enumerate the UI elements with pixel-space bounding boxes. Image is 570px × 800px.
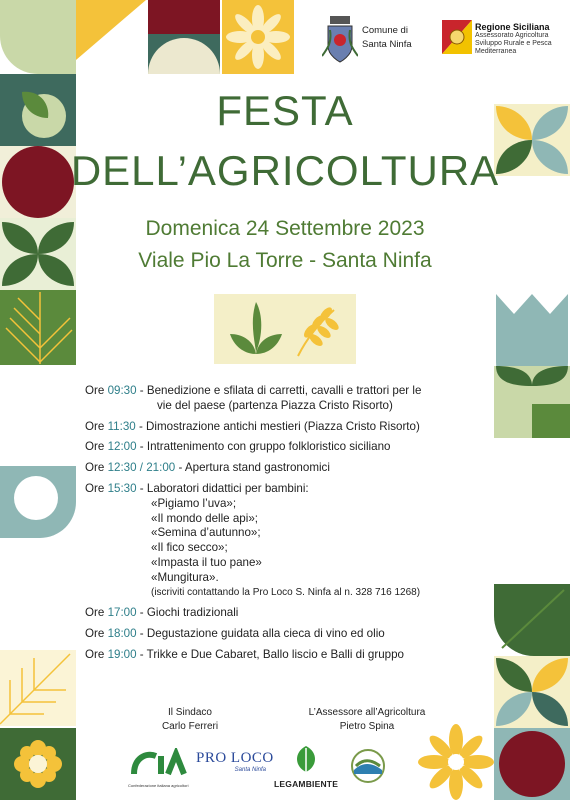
lab-item: «Pigiamo l’uva»;	[151, 496, 237, 510]
cia-caption: Confederazione italiana agricoltori	[128, 783, 189, 788]
schedule-item: Ore 12:30 / 21:00 - Apertura stand gastronomici	[85, 461, 330, 475]
signature-mayor	[150, 706, 230, 734]
schedule-item: Ore 12:00 - Intrattenimento con gruppo folkloristico siciliano	[85, 440, 391, 454]
schedule-time: 12:30 / 21:00	[107, 461, 176, 475]
cia-logo-icon	[128, 748, 188, 778]
proloco-name: PRO LOCO	[196, 750, 274, 766]
schedule-time: 19:00	[107, 647, 137, 661]
title-line1: FESTA	[216, 87, 354, 134]
schedule-time: 12:00	[107, 440, 137, 454]
comune-crest-icon	[322, 16, 358, 64]
legambiente-icon	[292, 744, 320, 774]
lab-item: «Semina d’autunno»;	[151, 526, 261, 540]
schedule-time: 11:30	[107, 419, 136, 433]
assessore-name: Pietro Spina	[339, 721, 395, 732]
legambiente-logo	[274, 744, 338, 792]
lab-item: «Impasta il tuo pane»	[151, 555, 262, 569]
schedule-item: Ore 11:30 - Dimostrazione antichi mestieri (Piazza Cristo Risorto)	[85, 419, 420, 433]
comune-line1: Comune di	[362, 25, 408, 36]
schedule-time: 17:00	[107, 606, 137, 620]
legambiente-name: LEGAMBIENTE	[274, 779, 339, 789]
schedule-item-cont: vie del paese (partenza Piazza Cristo Risorto)	[157, 398, 393, 412]
mayor-role: Il Sindaco	[168, 707, 212, 718]
regione-line1: Regione Siciliana	[475, 22, 550, 32]
regione-line3: Sviluppo Rurale e Pesca	[475, 40, 552, 47]
lab-note: (iscriviti contattando la Pro Loco S. Ninfa al n. 328 716 1268)	[151, 586, 421, 598]
schedule-item: Ore 19:00 - Trikke e Due Cabaret, Ballo liscio e Balli di gruppo	[85, 647, 405, 661]
cia-logo	[128, 748, 188, 792]
schedule-item: Ore 17:00 - Giochi tradizionali	[85, 606, 239, 620]
decor-yellow-triangle	[76, 0, 146, 60]
lab-item: «Il mondo delle api»;	[151, 511, 258, 525]
decor-stripes-tile	[0, 290, 76, 365]
comune-line2: Santa Ninfa	[362, 39, 412, 50]
schedule-time: 15:30	[107, 481, 137, 495]
proloco-logo	[196, 750, 274, 780]
schedule-item: Ore 15:30 - Laboratori didattici per bambini: «Pigiamo l’uva»; «Il mondo delle api»; «Semina d’autunno»; «Il fico secco»; «Impasta il tuo pane» «Mungitura». (iscriviti contattando la Pro Loco S. Ninfa al n. 328 716 1268)	[85, 482, 485, 600]
lab-item: «Il fico secco»;	[151, 541, 228, 555]
decor-right-bottom	[494, 584, 570, 800]
round-badge-logo	[350, 748, 386, 784]
decor-top-tiles	[76, 0, 294, 74]
plant-wheat-icon	[214, 294, 356, 364]
decor-left-teal	[0, 466, 76, 538]
assessore-role: L’Assessore all’Agricoltura	[308, 707, 426, 718]
schedule-item: Ore 18:00 - Degustazione guidata alla cieca di vino ed olio	[85, 627, 385, 641]
regione-flag-icon	[442, 20, 472, 54]
title-line2: DELL’AGRICOLTURA	[70, 147, 500, 194]
comune-logo	[322, 14, 434, 66]
mayor-name: Carlo Ferreri	[161, 721, 219, 732]
schedule-item: Ore 09:30 - Benedizione e sfilata di carretti, cavalli e trattori per le vie del paese (partenza Piazza Cristo Risorto)	[85, 384, 485, 414]
schedule-time: 18:00	[107, 627, 137, 641]
regione-logo	[442, 18, 562, 62]
event-date: Domenica 24 Settembre 2023	[145, 217, 425, 240]
regione-line2: Assessorato Agricoltura	[475, 32, 549, 39]
regione-line4: Mediterranea	[475, 48, 517, 55]
signature-assessore	[282, 706, 452, 734]
event-place: Viale Pio La Torre - Santa Ninfa	[138, 249, 432, 272]
lab-item: «Mungitura».	[151, 570, 219, 584]
decor-leaf-shape	[0, 0, 76, 74]
schedule	[85, 384, 485, 669]
proloco-caption: Santa Ninfa	[234, 767, 266, 773]
decor-left-bottom	[0, 650, 76, 800]
schedule-time: 09:30	[107, 384, 137, 397]
